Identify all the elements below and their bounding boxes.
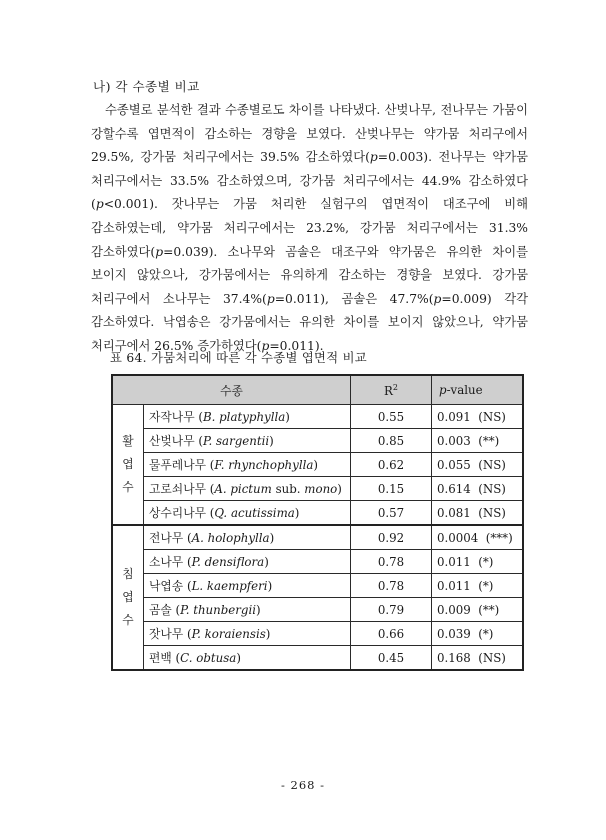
paragraph-italic-symbol: p bbox=[266, 291, 275, 306]
significance: (NS) bbox=[478, 481, 506, 496]
table-row bbox=[112, 574, 523, 598]
species-cell: 곰솔 (P. thunbergii) bbox=[144, 598, 351, 622]
species-cell: 자작나무 (B. platyphylla) bbox=[144, 405, 351, 429]
paragraph-italic-symbol: p bbox=[155, 244, 164, 259]
significance: (NS) bbox=[478, 650, 506, 665]
significance: (NS) bbox=[478, 505, 506, 520]
species-genus: F. bbox=[214, 458, 225, 472]
significance: (*) bbox=[478, 554, 494, 569]
paragraph-text-segment: <0.001). 잣나무는 가뭄 처리한 실험구의 엽면적이 대조구에 비해 감소하였는데, 약가뭄 처리구에서는 23.2%, 강가뭄 처리구에서는 31.3% 감소하였다( bbox=[91, 197, 528, 259]
p-value: 0.168 bbox=[437, 650, 471, 665]
r2-cell: 0.66 bbox=[351, 622, 432, 646]
group-label-char: 수 bbox=[122, 613, 134, 627]
significance: (NS) bbox=[478, 457, 506, 472]
p-value: 0.009 bbox=[437, 602, 471, 617]
header-p-value bbox=[432, 375, 524, 405]
p-value: 0.081 bbox=[437, 505, 471, 520]
table-row bbox=[112, 525, 523, 550]
group-label bbox=[112, 405, 144, 526]
species-epithet: densiflora bbox=[204, 555, 265, 569]
species-cell: 물푸레나무 (F. rhynchophylla) bbox=[144, 453, 351, 477]
species-genus: P. bbox=[180, 603, 190, 617]
species-genus: A. bbox=[191, 531, 204, 545]
paragraph-italic-symbol: p bbox=[369, 150, 378, 165]
table-caption: 표 64. 가뭄처리에 따른 각 수종별 엽면적 비교 bbox=[110, 351, 367, 365]
species-cell: 고로쇠나무 (A. pictum sub. mono) bbox=[144, 477, 351, 501]
group-label-char: 활 bbox=[122, 434, 134, 448]
species-epithet: pictum bbox=[230, 482, 272, 496]
body-paragraph bbox=[91, 99, 528, 359]
species-genus: B. bbox=[202, 410, 216, 424]
r2-cell: 0.62 bbox=[351, 453, 432, 477]
species-extra: sub. mono bbox=[275, 482, 338, 496]
species-cell: 상수리나무 (Q. acutissima) bbox=[144, 501, 351, 526]
species-cell: 산벚나무 (P. sargentii) bbox=[144, 429, 351, 453]
table-header-row bbox=[112, 375, 523, 405]
r2-cell: 0.85 bbox=[351, 429, 432, 453]
species-korean-name: 고로쇠나무 bbox=[149, 482, 206, 496]
table-row bbox=[112, 501, 523, 526]
table-row bbox=[112, 429, 523, 453]
p-value-cell bbox=[432, 477, 524, 501]
paragraph-text-segment: 수종별로 분석한 결과 수종별로도 차이를 나타냈다. 산벚나무, 전나무는 가뭄이 강할수록 엽면적이 감소하는 경향을 보였다. 산벚나무는 약가뭄 처리구에서 29.5%, 강가뭄 처리구에서는 39.5% 감소하였다( bbox=[91, 103, 528, 165]
table-row bbox=[112, 453, 523, 477]
paragraph-text-segment: =0.009) 각각 감소하였다. 낙엽송은 강가뭄에서는 유의한 차이를 보이지 않았으나, 약가뭄 처리구에서 26.5% 증가하였다( bbox=[91, 291, 529, 353]
species-genus: P. bbox=[191, 555, 201, 569]
p-value-cell bbox=[432, 574, 524, 598]
paragraph-text-segment: =0.011). bbox=[269, 338, 324, 353]
group-label-char: 침 bbox=[122, 567, 134, 581]
species-epithet: koraiensis bbox=[204, 627, 266, 641]
species-genus: P. bbox=[202, 434, 213, 448]
paragraph-text-segment: =0.011), 곰솔은 47.7%( bbox=[274, 291, 434, 306]
table-row bbox=[112, 598, 523, 622]
significance: (**) bbox=[478, 433, 500, 448]
page-number: - 268 - bbox=[280, 778, 326, 792]
p-value-cell bbox=[432, 550, 524, 574]
p-value: 0.039 bbox=[437, 626, 471, 641]
header-r2 bbox=[351, 375, 432, 405]
r2-cell: 0.15 bbox=[351, 477, 432, 501]
species-genus: L. bbox=[191, 579, 204, 593]
species-epithet: holophylla bbox=[207, 531, 270, 545]
significance: (*) bbox=[478, 578, 494, 593]
species-epithet: thunbergii bbox=[193, 603, 257, 617]
species-genus: C. bbox=[180, 651, 193, 665]
p-value-cell bbox=[432, 622, 524, 646]
significance: (*) bbox=[478, 626, 494, 641]
species-epithet: obtusa bbox=[196, 651, 237, 665]
p-value-cell bbox=[432, 501, 524, 526]
p-value: 0.011 bbox=[437, 554, 471, 569]
species-epithet: kaempferi bbox=[206, 579, 268, 593]
species-korean-name: 낙엽송 bbox=[149, 579, 184, 593]
header-species: 수종 bbox=[112, 375, 351, 405]
species-cell: 전나무 (A. holophylla) bbox=[144, 525, 351, 550]
species-korean-name: 물푸레나무 bbox=[149, 458, 206, 472]
p-value: 0.0004 bbox=[437, 530, 479, 545]
p-value-cell bbox=[432, 525, 524, 550]
species-epithet: rhynchophylla bbox=[228, 458, 314, 472]
p-value-cell bbox=[432, 405, 524, 429]
species-epithet: acutissima bbox=[230, 506, 295, 520]
species-korean-name: 소나무 bbox=[149, 555, 184, 569]
r2-cell: 0.78 bbox=[351, 574, 432, 598]
p-value: 0.055 bbox=[437, 457, 471, 472]
species-epithet: platyphylla bbox=[219, 410, 286, 424]
section-heading: 나) 각 수종별 비교 bbox=[93, 79, 200, 94]
table-row bbox=[112, 550, 523, 574]
paragraph-text-segment: =0.039). 소나무와 곰솔은 대조구와 약가뭄은 유의한 차이를 보이지 않았으나, 강가뭄에서는 유의하게 감소하는 경향을 보였다. 강가뭄 처리구에서 소나무는 37.4%( bbox=[91, 244, 528, 306]
header-r2-sup: 2 bbox=[392, 382, 398, 392]
r2-cell: 0.78 bbox=[351, 550, 432, 574]
significance: (***) bbox=[485, 530, 513, 545]
p-value: 0.614 bbox=[437, 481, 471, 496]
table-row bbox=[112, 646, 523, 671]
species-cell: 소나무 (P. densiflora) bbox=[144, 550, 351, 574]
species-genus: P. bbox=[191, 627, 201, 641]
r2-cell: 0.79 bbox=[351, 598, 432, 622]
paragraph-italic-symbol: p bbox=[95, 197, 104, 212]
species-korean-name: 상수리나무 bbox=[149, 506, 206, 520]
species-korean-name: 편백 bbox=[149, 651, 172, 665]
significance: (NS) bbox=[478, 409, 506, 424]
r2-cell: 0.55 bbox=[351, 405, 432, 429]
species-korean-name: 곰솔 bbox=[149, 603, 172, 617]
table-row bbox=[112, 622, 523, 646]
paragraph-italic-symbol: p bbox=[433, 291, 442, 306]
species-cell: 낙엽송 (L. kaempferi) bbox=[144, 574, 351, 598]
p-value-cell bbox=[432, 598, 524, 622]
table-row bbox=[112, 477, 523, 501]
paragraph-italic-symbol: p bbox=[261, 338, 270, 353]
p-value: 0.011 bbox=[437, 578, 471, 593]
header-r2-base: R bbox=[384, 383, 393, 398]
species-epithet: sargentii bbox=[216, 434, 270, 448]
group-label-char: 엽 bbox=[122, 590, 134, 604]
p-value-cell bbox=[432, 453, 524, 477]
p-value: 0.003 bbox=[437, 433, 471, 448]
species-korean-name: 잣나무 bbox=[149, 627, 184, 641]
species-cell: 편백 (C. obtusa) bbox=[144, 646, 351, 671]
paragraph-text-segment: =0.003). 전나무는 약가뭄 처리구에서는 33.5% 감소하였으며, 강가뭄 처리구에서는 44.9% 감소하였다( bbox=[91, 150, 529, 212]
group-label-char: 엽 bbox=[122, 457, 134, 471]
significance: (**) bbox=[478, 602, 500, 617]
species-korean-name: 산벚나무 bbox=[149, 434, 195, 448]
species-korean-name: 자작나무 bbox=[149, 410, 195, 424]
species-genus: Q. bbox=[214, 506, 228, 520]
p-value-cell bbox=[432, 429, 524, 453]
header-p-rest: -value bbox=[446, 383, 483, 397]
table-row bbox=[112, 405, 523, 429]
header-p-italic: p bbox=[439, 383, 447, 397]
species-genus: A. bbox=[214, 482, 227, 496]
p-value: 0.091 bbox=[437, 409, 471, 424]
r2-cell: 0.92 bbox=[351, 525, 432, 550]
r2-cell: 0.57 bbox=[351, 501, 432, 526]
leaf-area-table bbox=[111, 374, 524, 671]
p-value-cell bbox=[432, 646, 524, 671]
r2-cell: 0.45 bbox=[351, 646, 432, 671]
group-label-char: 수 bbox=[122, 480, 134, 494]
species-korean-name: 전나무 bbox=[149, 531, 184, 545]
group-label bbox=[112, 525, 144, 670]
species-cell: 잣나무 (P. koraiensis) bbox=[144, 622, 351, 646]
